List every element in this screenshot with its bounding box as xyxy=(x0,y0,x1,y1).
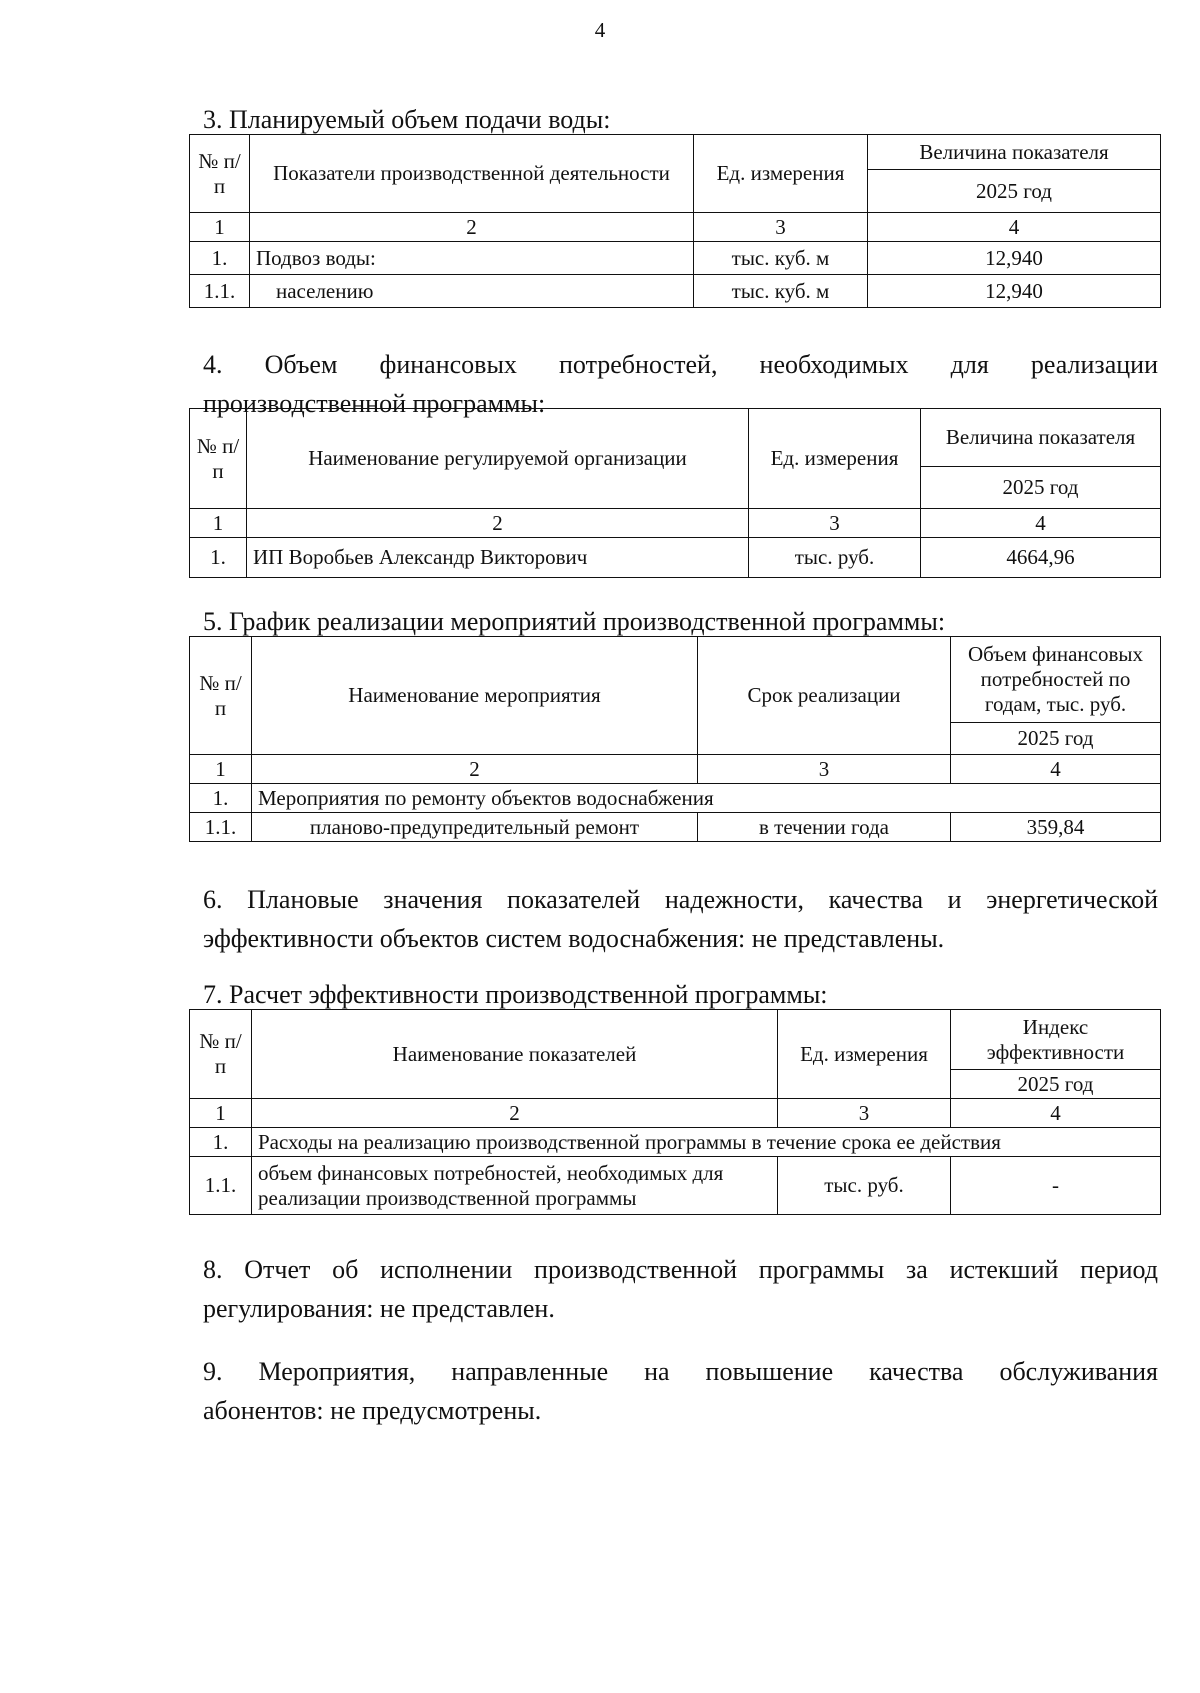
section-6-line1: 6. Плановые значения показателей надежности, качества и энергетической xyxy=(203,885,1158,914)
col-num: 3 xyxy=(694,213,868,242)
section-7-title: 7. Расчет эффективности производственной программы: xyxy=(203,980,828,1009)
header-organization: Наименование регулируемой организации xyxy=(247,409,749,509)
table-row xyxy=(190,242,1161,275)
col-num: 2 xyxy=(252,1099,778,1128)
row-num: 1. xyxy=(190,538,247,578)
efficiency-table xyxy=(189,1009,1161,1215)
header-indicators: Наименование показателей xyxy=(252,1010,778,1099)
section-8-line1: 8. Отчет об исполнении производственной программы за истекший период xyxy=(203,1255,1158,1284)
col-num: 2 xyxy=(250,213,694,242)
row-value: - xyxy=(951,1157,1161,1215)
section-8-line2: регулирования: не представлен. xyxy=(203,1294,555,1323)
row-value: 359,84 xyxy=(951,813,1161,842)
header-activity: Наименование мероприятия xyxy=(252,637,698,755)
group-name: Расходы на реализацию производственной программы в течение срока ее действия xyxy=(252,1128,1161,1157)
col-num: 2 xyxy=(247,509,749,538)
schedule-table xyxy=(189,636,1161,842)
header-num: № п/п xyxy=(190,409,247,509)
header-value: Величина показателя xyxy=(921,409,1161,467)
table-row xyxy=(190,1128,1161,1157)
col-num: 4 xyxy=(868,213,1161,242)
section-9 xyxy=(203,1352,1158,1430)
row-name: объем финансовых потребностей, необходимых для реализации производственной программы xyxy=(252,1157,778,1215)
financial-needs-table xyxy=(189,408,1161,578)
header-num: № п/п xyxy=(190,1010,252,1099)
col-num: 3 xyxy=(698,755,951,784)
header-unit: Ед. измерения xyxy=(749,409,921,509)
row-unit: тыс. куб. м xyxy=(694,275,868,308)
row-unit: тыс. куб. м xyxy=(694,242,868,275)
row-value: 12,940 xyxy=(868,242,1161,275)
row-name: ИП Воробьев Александр Викторович xyxy=(247,538,749,578)
section-6-line2: эффективности объектов систем водоснабжения: не представлены. xyxy=(203,924,945,953)
row-num: 1. xyxy=(190,242,250,275)
col-num: 1 xyxy=(190,1099,252,1128)
table-row xyxy=(190,1157,1161,1215)
row-value: 12,940 xyxy=(868,275,1161,308)
table-row xyxy=(190,784,1161,813)
col-num: 3 xyxy=(778,1099,951,1128)
col-num: 4 xyxy=(921,509,1161,538)
row-name: населению xyxy=(250,275,694,308)
header-year: 2025 год xyxy=(951,1070,1161,1099)
header-value: Величина показателя xyxy=(868,135,1161,170)
section-9-line1: 9. Мероприятия, направленные на повышение качества обслуживания xyxy=(203,1357,1158,1386)
group-name: Мероприятия по ремонту объектов водоснабжения xyxy=(252,784,1161,813)
table-row xyxy=(190,275,1161,308)
row-value: 4664,96 xyxy=(921,538,1161,578)
table-row xyxy=(190,813,1161,842)
header-value: Объем финансовых потребностей по годам, тыс. руб. xyxy=(951,637,1161,723)
col-num: 3 xyxy=(749,509,921,538)
header-year: 2025 год xyxy=(921,467,1161,509)
header-unit: Ед. измерения xyxy=(694,135,868,213)
header-value: Индекс эффективности xyxy=(951,1010,1161,1070)
col-num: 1 xyxy=(190,755,252,784)
section-3-title: 3. Планируемый объем подачи воды: xyxy=(203,105,611,134)
section-5-title: 5. График реализации мероприятий производственной программы: xyxy=(203,607,946,636)
row-name: Подвоз воды: xyxy=(250,242,694,275)
row-num: 1. xyxy=(190,784,252,813)
row-term: в течении года xyxy=(698,813,951,842)
section-9-line2: абонентов: не предусмотрены. xyxy=(203,1396,542,1425)
row-num: 1. xyxy=(190,1128,252,1157)
header-num: № п/п xyxy=(190,135,250,213)
section-4-title-line2: производственной программы: xyxy=(203,389,546,418)
row-name: планово-предупредительный ремонт xyxy=(252,813,698,842)
row-num: 1.1. xyxy=(190,1157,252,1215)
header-year: 2025 год xyxy=(951,723,1161,755)
col-num: 1 xyxy=(190,213,250,242)
row-num: 1.1. xyxy=(190,275,250,308)
section-4-title-line1: 4. Объем финансовых потребностей, необходимых для реализации xyxy=(203,350,1158,379)
row-unit: тыс. руб. xyxy=(778,1157,951,1215)
header-term: Срок реализации xyxy=(698,637,951,755)
col-num: 1 xyxy=(190,509,247,538)
page-number: 4 xyxy=(594,18,606,42)
table-row xyxy=(190,538,1161,578)
section-6 xyxy=(203,880,1158,958)
header-indicator: Показатели производственной деятельности xyxy=(250,135,694,213)
col-num: 2 xyxy=(252,755,698,784)
row-num: 1.1. xyxy=(190,813,252,842)
header-year: 2025 год xyxy=(868,170,1161,213)
header-num: № п/п xyxy=(190,637,252,755)
col-num: 4 xyxy=(951,755,1161,784)
row-unit: тыс. руб. xyxy=(749,538,921,578)
section-8 xyxy=(203,1250,1158,1328)
col-num: 4 xyxy=(951,1099,1161,1128)
header-unit: Ед. измерения xyxy=(778,1010,951,1099)
water-supply-table xyxy=(189,134,1161,308)
